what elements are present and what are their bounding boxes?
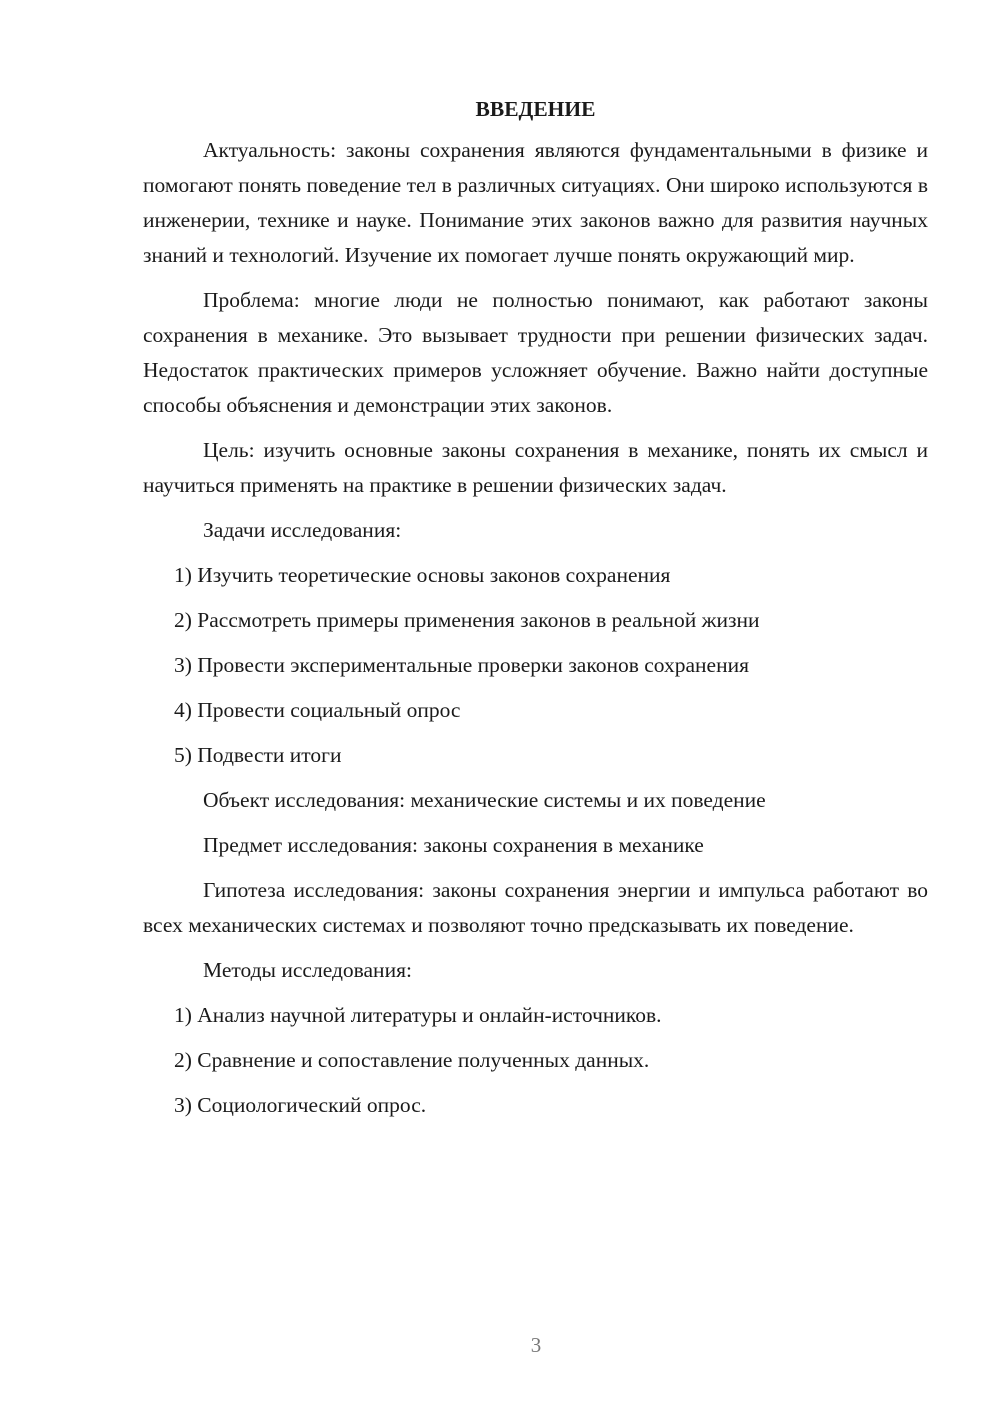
task-item: 1) Изучить теоретические основы законов сохранения	[174, 563, 671, 587]
page-number: 3	[530, 1333, 542, 1357]
research-object: Объект исследования: механические системы и их поведение	[203, 788, 766, 812]
task-item: 3) Провести экспериментальные проверки законов сохранения	[174, 653, 749, 677]
document-body	[143, 92, 928, 1133]
task-item: 2) Рассмотреть примеры применения законов в реальной жизни	[174, 608, 760, 632]
actuality-paragraph: Актуальность: законы сохранения являются фундаментальными в физике и помогают понять поведение тел в различных ситуациях. Они широко используются в инженерии, технике и науке. Понимание этих законов важно для развития научных знаний и технологий. Изучение их помогает лучше понять окружающий мир.	[143, 138, 928, 267]
methods-heading: Методы исследования:	[203, 958, 412, 982]
page-title: ВВЕДЕНИЕ	[475, 97, 596, 121]
problem-paragraph: Проблема: многие люди не полностью понимают, как работают законы сохранения в механике. Это вызывает трудности при решении физических задач. Недостаток практических примеров усложняет обучение. Важно найти доступные способы объяснения и демонстрации этих законов.	[143, 288, 928, 417]
tasks-heading: Задачи исследования:	[203, 518, 402, 542]
method-item: 2) Сравнение и сопоставление полученных данных.	[174, 1048, 650, 1072]
goal-paragraph: Цель: изучить основные законы сохранения в механике, понять их смысл и научиться применять на практике в решении физических задач.	[143, 438, 928, 497]
tasks-list	[143, 558, 928, 773]
method-item: 1) Анализ научной литературы и онлайн-источников.	[174, 1003, 662, 1027]
methods-list	[143, 998, 928, 1123]
research-subject: Предмет исследования: законы сохранения в механике	[203, 833, 704, 857]
hypothesis-paragraph: Гипотеза исследования: законы сохранения энергии и импульса работают во всех механических системах и позволяют точно предсказывать их поведение.	[143, 878, 928, 937]
task-item: 4) Провести социальный опрос	[174, 698, 461, 722]
method-item: 3) Социологический опрос.	[174, 1093, 427, 1117]
task-item: 5) Подвести итоги	[174, 743, 342, 767]
